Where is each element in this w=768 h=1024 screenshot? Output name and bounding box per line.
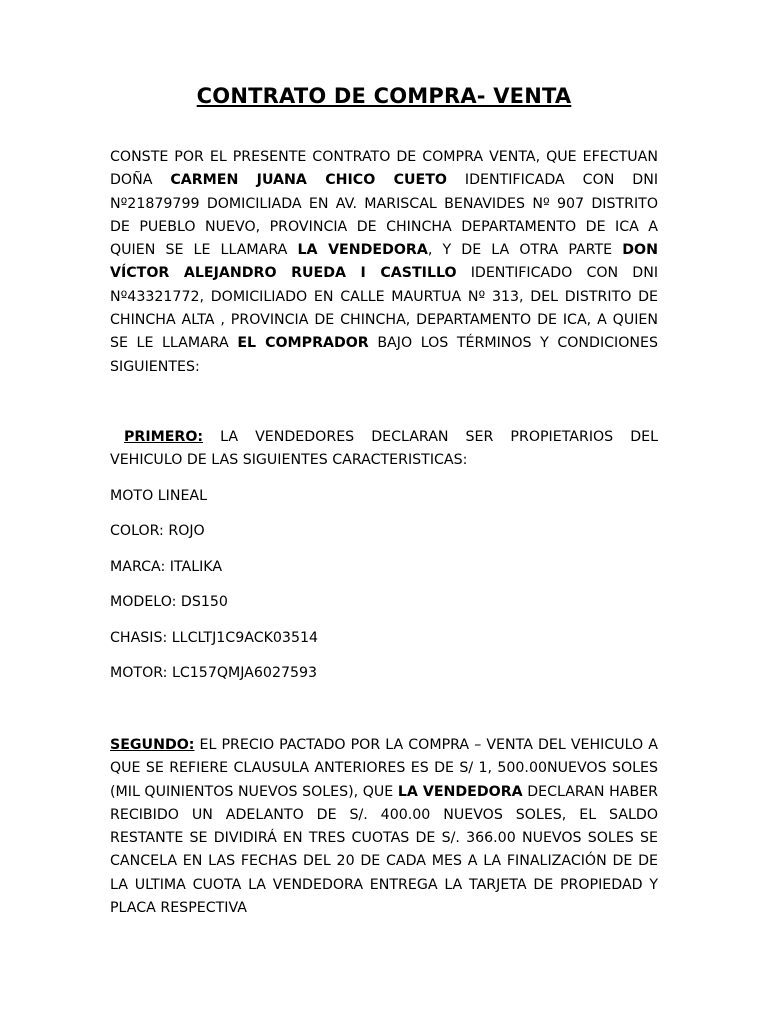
intro-text-2: IDENTIFICADA CON DNI Nº21879799 DOMICILIADA EN AV. MARISCAL BENAVIDES Nº 907 DISTRITO DE PUEBLO NUEVO, PROVINCIA DE CHINCHA DEPARTAMENTO DE ICA A QUIEN SE LE LLAMARA — [110, 172, 658, 259]
seller-name: CARMEN JUANA CHICO CUETO — [170, 172, 447, 189]
clause-primero-text: LA VENDEDORES DECLARAN SER PROPIETARIOS DEL VEHICULO DE LAS SIGUIENTES CARACTERISTICAS: — [110, 429, 658, 469]
document-title: CONTRATO DE COMPRA- VENTA — [196, 84, 572, 108]
intro-text-4: IDENTIFICADO CON DNI Nº43321772, DOMICILIADO EN CALLE MAURTUA Nº 313, DEL DISTRITO DE CHINCHA ALTA , PROVINCIA DE CHINCHA, DEPARTAMENTO DE ICA, A QUIEN SE LE LLAMARA — [110, 265, 658, 352]
buyer-name: DON VÍCTOR ALEJANDRO RUEDA I CASTILLO — [110, 242, 658, 282]
intro-paragraph — [110, 146, 658, 379]
vehicle-color: COLOR: ROJO — [110, 523, 205, 539]
clause-segundo-text-2: DECLARAN HABER RECIBIDO UN ADELANTO DE S/. 400.00 NUEVOS SOLES, EL SALDO RESTANTE SE DIVIDIRÁ EN TRES CUOTAS DE S/. 366.00 NUEVOS SOLES SE CANCELA EN LAS FECHAS DEL 20 DE CADA MES A LA FINALIZACIÓN DE DE LA ULTIMA CUOTA LA VENDEDORA ENTREGA LA TARJETA DE PROPIEDAD Y PLACA RESPECTIVA — [110, 783, 659, 917]
vehicle-brand: MARCA: ITALIKA — [110, 559, 223, 575]
vehicle-chassis: CHASIS: LLCLTJ1C9ACK03514 — [110, 630, 319, 646]
clause-primero-heading: PRIMERO: — [124, 429, 204, 445]
clause-segundo-heading: SEGUNDO: — [110, 737, 195, 753]
intro-text-5: BAJO LOS TÉRMINOS Y CONDICIONES SIGUIENTES: — [110, 335, 658, 375]
clause-segundo-role: LA VENDEDORA — [397, 783, 523, 800]
buyer-role: EL COMPRADOR — [237, 335, 369, 352]
clause-segundo — [110, 734, 658, 920]
clause-segundo-text-1: EL PRECIO PACTADO POR LA COMPRA – VENTA DEL VEHICULO A QUE SE REFIERE CLAUSULA ANTERIORES ES DE S/ 1, 500.00NUEVOS SOLES (MIL QUINIENTOS NUEVOS SOLES), QUE — [110, 737, 658, 800]
seller-role: LA VENDEDORA — [297, 242, 428, 259]
vehicle-motor: MOTOR: LC157QMJA6027593 — [110, 665, 318, 681]
vehicle-model: MODELO: DS150 — [110, 594, 228, 610]
vehicle-type: MOTO LINEAL — [110, 488, 208, 504]
intro-text-1: CONSTE POR EL PRESENTE CONTRATO DE COMPRA VENTA, QUE EFECTUAN DOÑA — [110, 149, 658, 189]
intro-text-3: , Y DE LA OTRA PARTE — [427, 242, 623, 259]
clause-primero — [110, 426, 658, 473]
